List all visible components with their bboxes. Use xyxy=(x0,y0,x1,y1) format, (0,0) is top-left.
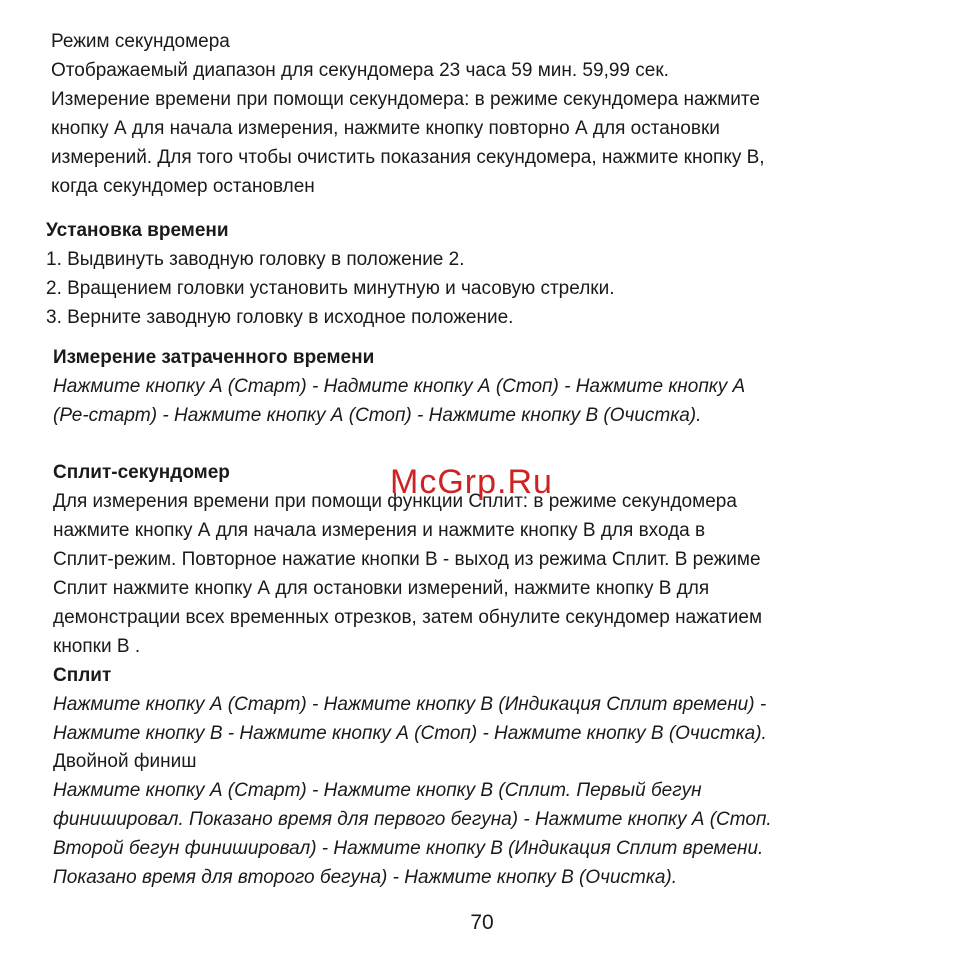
stopwatch-paragraph-line: когда секундомер остановлен xyxy=(51,176,315,197)
elapsed-time-instruction: Нажмите кнопку А (Старт) - Надмите кнопку А (Стоп) - Нажмите кнопку А xyxy=(53,376,746,397)
split-stopwatch-paragraph-line: Сплит нажмите кнопку А для остановки измерений, нажмите кнопку В для xyxy=(53,578,710,599)
split-section xyxy=(53,661,767,748)
double-finish-heading: Двойной финиш xyxy=(53,751,197,772)
time-setting-step: 1. Выдвинуть заводную головку в положение 2. xyxy=(46,249,465,270)
split-stopwatch-paragraph-line: Сплит-режим. Повторное нажатие кнопки В - выход из режима Сплит. В режиме xyxy=(53,549,761,570)
double-finish-instruction: Второй бегун финишировал) - Нажмите кнопку В (Индикация Сплит времени. xyxy=(53,838,764,859)
split-heading: Сплит xyxy=(53,665,112,686)
split-instruction: Нажмите кнопку В - Нажмите кнопку А (Стоп) - Нажмите кнопку В (Очистка). xyxy=(53,723,767,744)
split-stopwatch-paragraph-line: демонстрации всех временных отрезков, затем обнулите секундомер нажатием xyxy=(53,607,763,628)
stopwatch-paragraph-line: кнопку А для начала измерения, нажмите кнопку повторно А для остановки xyxy=(51,118,720,139)
double-finish-section xyxy=(53,747,772,892)
time-setting-heading: Установка времени xyxy=(46,220,229,241)
stopwatch-range-text: Отображаемый диапазон для секундомера 23 часа 59 мин. 59,99 сек. xyxy=(51,60,669,81)
split-stopwatch-paragraph-line: нажмите кнопку А для начала измерения и нажмите кнопку В для входа в xyxy=(53,520,706,541)
split-instruction: Нажмите кнопку А (Старт) - Нажмите кнопку В (Индикация Сплит времени) - xyxy=(53,694,767,715)
time-setting-section xyxy=(46,216,614,332)
split-stopwatch-paragraph-line: Для измерения времени при помощи функции Сплит: в режиме секундомера xyxy=(53,491,737,512)
time-setting-step: 3. Верните заводную головку в исходное положение. xyxy=(46,307,514,328)
stopwatch-paragraph-line: Измерение времени при помощи секундомера: в режиме секундомера нажмите xyxy=(51,89,760,110)
elapsed-time-heading: Измерение затраченного времени xyxy=(53,347,375,368)
stopwatch-intro-section xyxy=(51,27,765,201)
split-stopwatch-paragraph-line: кнопки В . xyxy=(53,636,141,657)
elapsed-time-section xyxy=(53,343,745,430)
elapsed-time-instruction: (Ре-старт) - Нажмите кнопку А (Стоп) - Нажмите кнопку В (Очистка). xyxy=(53,405,702,426)
watermark-text: McGrp.Ru xyxy=(390,463,553,501)
stopwatch-mode-title: Режим секундомера xyxy=(51,31,230,52)
page-number: 70 xyxy=(470,911,494,934)
double-finish-instruction: Нажмите кнопку А (Старт) - Нажмите кнопку В (Сплит. Первый бегун xyxy=(53,780,702,801)
double-finish-instruction: финишировал. Показано время для первого бегуна) - Нажмите кнопку А (Стоп. xyxy=(53,809,772,830)
stopwatch-paragraph-line: измерений. Для того чтобы очистить показания секундомера, нажмите кнопку В, xyxy=(51,147,765,168)
double-finish-instruction: Показано время для второго бегуна) - Нажмите кнопку В (Очистка). xyxy=(53,867,678,888)
split-stopwatch-heading: Сплит-секундомер xyxy=(53,462,230,483)
time-setting-step: 2. Вращением головки установить минутную и часовую стрелки. xyxy=(46,278,615,299)
